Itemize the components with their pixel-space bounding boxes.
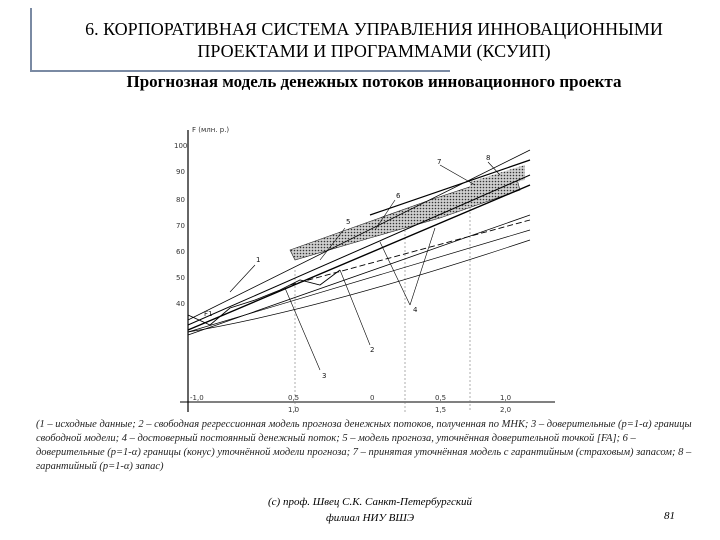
pointer-line [440, 165, 475, 185]
title-line-2: ПРОЕКТАМИ И ПРОГРАММАМИ (КСУИП) [197, 41, 551, 61]
x-tick: -1,0 [190, 394, 204, 402]
x-ticks-row-2 [288, 406, 511, 414]
curve-refined [188, 175, 530, 325]
x-ticks-row-1 [190, 394, 511, 402]
curve-label: 2 [370, 346, 375, 354]
curve-regression [188, 185, 530, 330]
slide-title [38, 18, 710, 62]
y-tick: 60 [176, 248, 185, 256]
x-tick: 0,5 [288, 394, 300, 402]
y-axis-label: F (млн. р.) [192, 126, 230, 134]
x-tick: 1,5 [435, 406, 447, 414]
curve-label: 3 [322, 372, 327, 380]
y-tick: 100 [174, 142, 188, 150]
y-ticks [174, 142, 187, 308]
curve-label: 5 [346, 218, 351, 226]
pointer-line [488, 162, 500, 175]
figure-caption: (1 – исходные данные; 2 – свободная регрессионная модель прогноза денежных потоков, полученная по МНК; 3 – доверительные (p=1-α) границы свободной модели; 4 – достоверный постоянный денежный поток; 5 – модель прогноза, уточнённая доверительной точкой [FA]; 6 – доверительные (p=1-α) границы (конус) уточнённой модели прогноза; 7 – принятая уточнённая модель с гарантийным (страховым) запасом; 8 – гарантийный (p=1-α) запас) [36, 419, 692, 472]
title-bracket-vertical [30, 8, 32, 70]
cash-flow-forecast-figure [170, 120, 560, 420]
x-tick: 1,0 [288, 406, 300, 414]
pointer-line [340, 270, 370, 345]
footer-credit [220, 494, 520, 526]
footer-line-2: филиал НИУ ВШЭ [325, 512, 415, 524]
x-tick: 0,5 [435, 394, 447, 402]
curve-label: 1 [256, 256, 261, 264]
curve-label: 4 [413, 306, 418, 314]
curve-upper-bound [188, 150, 530, 320]
curve-label: 7 [437, 158, 442, 166]
pointer-line [285, 288, 320, 370]
x-tick: 0 [370, 394, 375, 402]
footer-line-1: (с) проф. Швец С.К. Санкт-Петербургский [268, 496, 472, 508]
y-tick: 90 [176, 168, 185, 176]
pointer-line [410, 228, 435, 305]
x-tick: 1,0 [500, 394, 512, 402]
page-number: 81 [664, 510, 675, 522]
slide-subtitle: Прогнозная модель денежных потоков инновационного проекта [126, 72, 622, 91]
y-tick: 80 [176, 196, 185, 204]
title-line-1: 6. КОРПОРАТИВНАЯ СИСТЕМА УПРАВЛЕНИЯ ИННОВАЦИОННЫМИ [85, 19, 663, 39]
point-label: F1 [204, 310, 213, 318]
y-tick: 70 [176, 222, 185, 230]
pointer-line [230, 265, 255, 292]
y-tick: 50 [176, 274, 185, 282]
x-tick: 2,0 [500, 406, 512, 414]
curve-label: 8 [486, 154, 491, 162]
curve-label: 6 [396, 192, 401, 200]
y-tick: 40 [176, 300, 185, 308]
